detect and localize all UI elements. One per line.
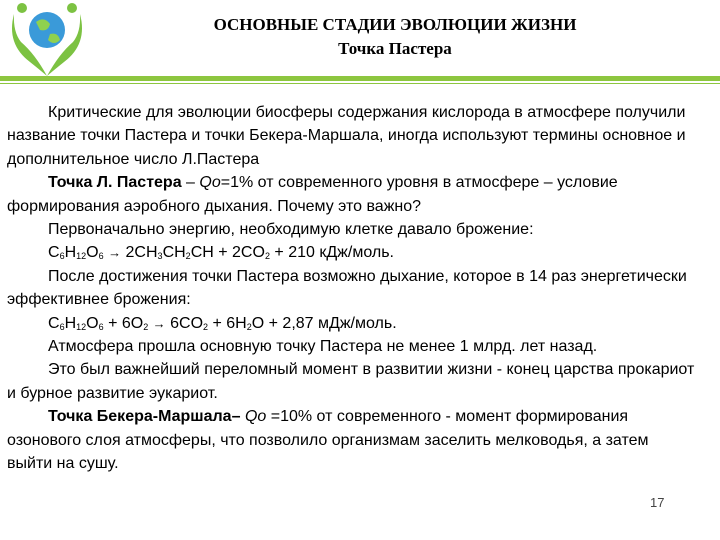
logo [0,0,94,82]
paragraph-intro: Критические для эволюции биосферы содержания кислорода в атмосфере получили название точки Пастера и точки Бекера-Маршала, иногда используют термины основное и дополнительное число Л.Пастера [7,104,686,168]
becker-marshall-term: Точка Бекера-Маршала– [48,408,241,426]
page-number: 17 [650,495,665,510]
reaction-arrow-icon: → [152,315,166,331]
qo-symbol: Qo [199,174,221,192]
page-subtitle: Точка Пастера [338,39,452,58]
paragraph-turning-point: Это был важнейший переломный момент в развитии жизни - конец царства прокариот и бурное развитие эукариот. [7,361,695,402]
paragraph-becker-marshall: Точка Бекера-Маршала– Qo =10% от современного - момент формирования озонового слоя атмосферы, что позволило организмам заселить мелководья, а затем выйти на сушу. [7,408,649,473]
body-text [7,101,697,476]
reaction-arrow-icon: → [108,245,122,261]
header-divider-thin [0,83,720,84]
paragraph-atmosphere: Атмосфера прошла основную точку Пастера не менее 1 млрд. лет назад. [48,338,598,356]
paragraph-pasteur-point: Точка Л. Пастера – Qo=1% от современного уровня в атмосфере – условие формирования аэробного дыхания. Почему это важно? [7,174,618,215]
equation-fermentation: $C_6H_{12}O_6 \to 2CH_3CH_2CH + 2CO_2 + 210$ кДж/моль. [48,244,394,262]
header-divider [0,76,720,81]
globe-leaf-icon [0,0,94,82]
title-block [100,14,690,60]
paragraph-fermentation: Первоначально энергию, необходимую клетке давало брожение: [48,221,534,239]
equation-respiration: $C_6H_{12}O_6 + 6O_2 \to 6CO_2 + 6H_2O + 2,87$ мДж/моль. [48,314,397,332]
paragraph-respiration: После достижения точки Пастера возможно дыхание, которое в 14 раз энергетически эффективнее брожения: [7,267,687,309]
page-title: ОСНОВНЫЕ СТАДИИ ЭВОЛЮЦИИ ЖИЗНИ [213,15,577,34]
pasteur-point-term: Точка Л. Пастера [48,174,182,192]
qo-symbol: Qo [244,408,267,426]
